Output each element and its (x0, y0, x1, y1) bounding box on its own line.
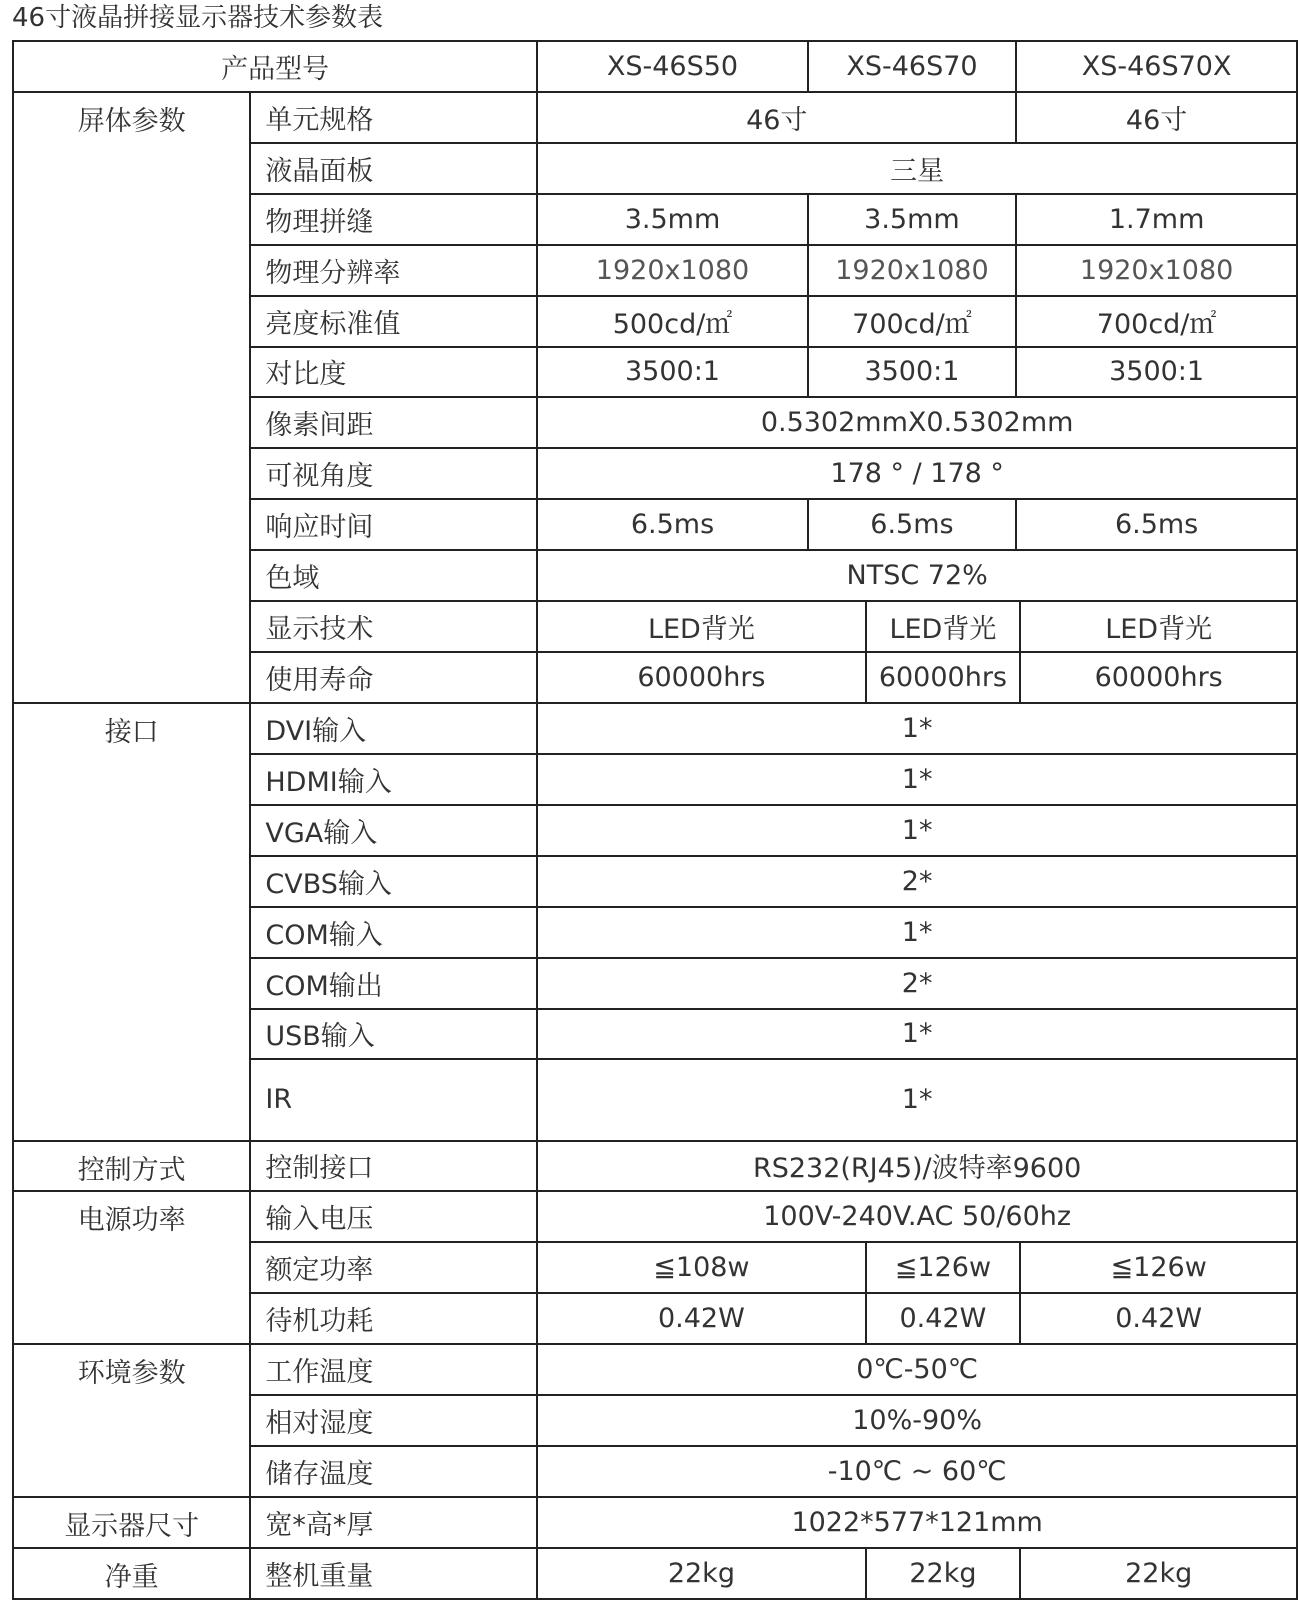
table-row (13, 1344, 1297, 1395)
value-cell: 700cd/㎡ (1016, 296, 1297, 347)
attribute-label: 待机功耗 (250, 1293, 537, 1344)
attribute-label: 工作温度 (250, 1344, 537, 1395)
category-label: 环境参数 (13, 1344, 250, 1497)
table-header-row (13, 41, 1297, 92)
attribute-label: 像素间距 (250, 397, 537, 448)
attribute-label: 响应时间 (250, 499, 537, 550)
model-header-label: 产品型号 (13, 41, 537, 92)
value-cell: 60000hrs (1020, 652, 1297, 703)
attribute-label: VGA输入 (250, 805, 537, 856)
value-cell: ≦108w (537, 1242, 865, 1293)
value-cell: 3.5mm (808, 194, 1017, 245)
value-cell: 6.5ms (537, 499, 807, 550)
attribute-label: 整机重量 (250, 1548, 537, 1599)
value-cell: 10%-90% (537, 1395, 1297, 1446)
table-row (13, 1141, 1297, 1192)
table-row (13, 1548, 1297, 1599)
value-cell: 1* (537, 1059, 1297, 1140)
value-cell: 0.42W (866, 1293, 1021, 1344)
value-cell: 1* (537, 1009, 1297, 1060)
value-cell: 1920x1080 (537, 245, 807, 296)
value-cell: 500cd/㎡ (537, 296, 807, 347)
value-cell: 1* (537, 754, 1297, 805)
category-label: 电源功率 (13, 1191, 250, 1344)
value-cell: 1920x1080 (808, 245, 1017, 296)
value-cell: 2* (537, 856, 1297, 907)
attribute-label: 对比度 (250, 347, 537, 398)
model-name: XS-46S70X (1016, 41, 1297, 92)
value-cell: 46寸 (1016, 92, 1297, 143)
category-label: 净重 (13, 1548, 250, 1599)
table-row (13, 1497, 1297, 1548)
value-cell: 700cd/㎡ (808, 296, 1017, 347)
value-cell: 1920x1080 (1016, 245, 1297, 296)
value-cell: 3500:1 (537, 347, 807, 398)
attribute-label: HDMI输入 (250, 754, 537, 805)
value-cell: -10℃ ~ 60℃ (537, 1446, 1297, 1497)
table-row (13, 1191, 1297, 1242)
category-label: 显示器尺寸 (13, 1497, 250, 1548)
value-cell: 0.42W (1020, 1293, 1297, 1344)
attribute-label: 可视角度 (250, 448, 537, 499)
attribute-label: 使用寿命 (250, 652, 537, 703)
attribute-label: USB输入 (250, 1009, 537, 1060)
value-cell: 三星 (537, 143, 1297, 194)
value-cell: 0.42W (537, 1293, 865, 1344)
value-cell: 3500:1 (1016, 347, 1297, 398)
attribute-label: 储存温度 (250, 1446, 537, 1497)
attribute-label: 物理拼缝 (250, 194, 537, 245)
attribute-label: CVBS输入 (250, 856, 537, 907)
value-cell: ≦126w (1020, 1242, 1297, 1293)
value-cell: RS232(RJ45)/波特率9600 (537, 1141, 1297, 1192)
attribute-label: 单元规格 (250, 92, 537, 143)
category-label: 控制方式 (13, 1141, 250, 1192)
value-cell: 1* (537, 805, 1297, 856)
value-cell: 22kg (1020, 1548, 1297, 1599)
value-cell: ≦126w (866, 1242, 1021, 1293)
attribute-label: IR (250, 1059, 537, 1140)
spec-table (12, 40, 1298, 1600)
attribute-label: 相对湿度 (250, 1395, 537, 1446)
table-row (13, 92, 1297, 143)
attribute-label: COM输入 (250, 907, 537, 958)
value-cell: 0.5302mmX0.5302mm (537, 397, 1297, 448)
value-cell: 3.5mm (537, 194, 807, 245)
attribute-label: 色域 (250, 550, 537, 601)
value-cell: LED背光 (537, 601, 865, 652)
attribute-label: DVI输入 (250, 703, 537, 754)
value-cell: NTSC 72% (537, 550, 1297, 601)
value-cell: LED背光 (866, 601, 1021, 652)
attribute-label: 控制接口 (250, 1141, 537, 1192)
value-cell: 2* (537, 958, 1297, 1009)
model-name: XS-46S50 (537, 41, 807, 92)
value-cell: 1* (537, 703, 1297, 754)
value-cell: 178 ° / 178 ° (537, 448, 1297, 499)
attribute-label: COM输出 (250, 958, 537, 1009)
value-cell: 22kg (866, 1548, 1021, 1599)
attribute-label: 显示技术 (250, 601, 537, 652)
value-cell: 60000hrs (866, 652, 1021, 703)
attribute-label: 输入电压 (250, 1191, 537, 1242)
value-cell: 3500:1 (808, 347, 1017, 398)
value-cell: 46寸 (537, 92, 1016, 143)
table-row (13, 703, 1297, 754)
attribute-label: 物理分辨率 (250, 245, 537, 296)
attribute-label: 亮度标准值 (250, 296, 537, 347)
model-name: XS-46S70 (808, 41, 1017, 92)
value-cell: 1022*577*121mm (537, 1497, 1297, 1548)
value-cell: 100V-240V.AC 50/60hz (537, 1191, 1297, 1242)
attribute-label: 液晶面板 (250, 143, 537, 194)
document-title: 46寸液晶拼接显示器技术参数表 (12, 3, 384, 33)
value-cell: 6.5ms (1016, 499, 1297, 550)
value-cell: 22kg (537, 1548, 865, 1599)
value-cell: LED背光 (1020, 601, 1297, 652)
category-label: 屏体参数 (13, 92, 250, 703)
value-cell: 60000hrs (537, 652, 865, 703)
value-cell: 1* (537, 907, 1297, 958)
value-cell: 1.7mm (1016, 194, 1297, 245)
value-cell: 6.5ms (808, 499, 1017, 550)
value-cell: 0℃-50℃ (537, 1344, 1297, 1395)
attribute-label: 额定功率 (250, 1242, 537, 1293)
category-label: 接口 (13, 703, 250, 1141)
attribute-label: 宽*高*厚 (250, 1497, 537, 1548)
